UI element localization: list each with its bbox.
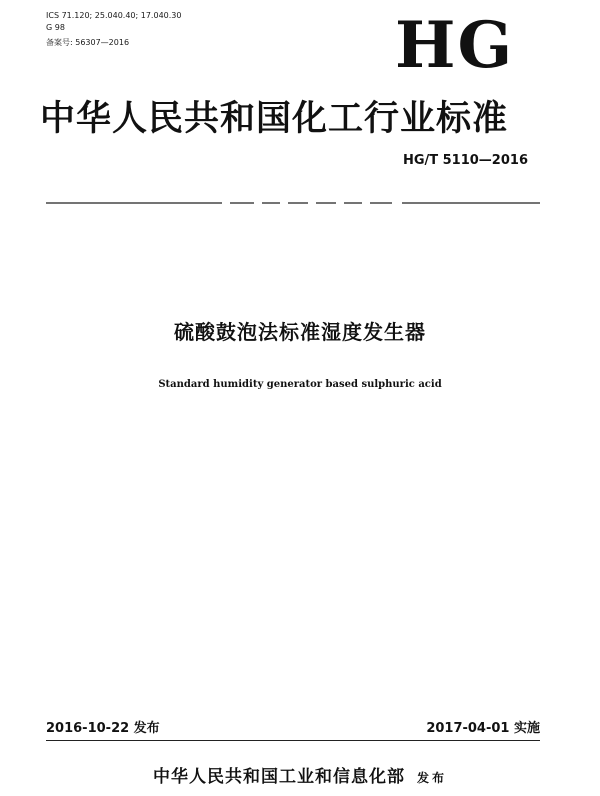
filing-number: 备案号: 56307—2016 [46,38,130,47]
issuer-name: 中华人民共和国工业和信息化部 [152,767,405,787]
standard-category-title: 中华人民共和国化工行业标准 [40,99,509,139]
header-divider [46,201,540,206]
ccs-code: G 98 [46,23,65,32]
issuer-line [0,766,600,789]
ics-code: ICS 71.120; 25.040.40; 17.040.30 [46,11,182,20]
document-title-english: Standard humidity generator based sulphuric acid [158,379,442,390]
standard-logo: HG [395,8,515,83]
implement-date: 2017-04-01 实施 [426,721,540,736]
standard-number: HG/T 5110—2016 [402,153,528,168]
footer-divider [46,740,540,741]
issuer-action: 发布 [416,771,447,785]
publish-date: 2016-10-22 发布 [46,721,160,736]
document-title-chinese: 硫酸鼓泡法标准湿度发生器 [174,320,426,344]
